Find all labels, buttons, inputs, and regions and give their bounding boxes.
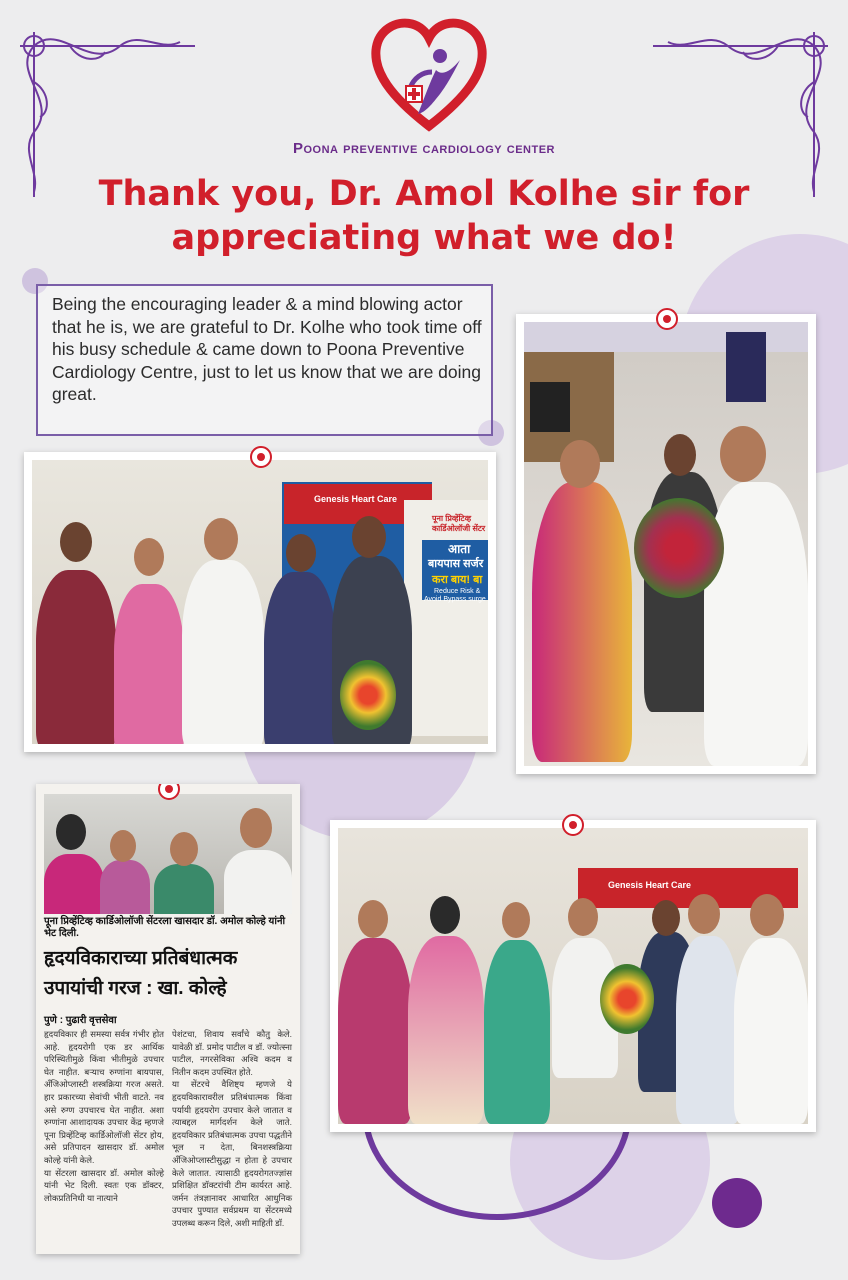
- heart-logo-icon: [370, 16, 488, 132]
- g2-person-1-head: [358, 900, 388, 938]
- banner-aata: आता: [448, 542, 471, 556]
- g2-person-7-head: [750, 894, 784, 936]
- g2-person-3: [484, 940, 550, 1124]
- photo-group-2: [330, 820, 816, 1132]
- photo-group: [24, 452, 496, 752]
- banner-reduce: Reduce Risk &: [434, 588, 481, 595]
- banner-bypass: बायपास सर्जर: [428, 558, 484, 570]
- news-title-line1: हृदयविकाराच्या प्रतिबंधात्मक: [44, 948, 238, 969]
- g2-person-3-head: [502, 902, 530, 938]
- bg-dot-bottom: [712, 1178, 762, 1228]
- person-5-head: [352, 516, 386, 558]
- banner2-genesis-text: Genesis Heart Care: [608, 880, 692, 890]
- newspaper-clipping: [36, 784, 300, 1254]
- banner-genesis-text: Genesis Heart Care: [314, 494, 398, 504]
- poster: [726, 332, 766, 402]
- person-3: [182, 560, 264, 744]
- news-person-2: [100, 860, 150, 914]
- flower-bouquet-3: [600, 964, 654, 1034]
- news-person-4-head: [240, 808, 272, 848]
- person-woman-head: [560, 440, 600, 488]
- news-dateline: पुणे : पुढारी वृत्तसेवा: [44, 1015, 117, 1026]
- person-2-head: [134, 538, 164, 576]
- news-person-1-head: [56, 814, 86, 850]
- person-man: [704, 482, 808, 766]
- quote-text: Being the encouraging leader & a mind blowing actor that he is, we are grateful to Dr. Kolhe who took time off his busy schedule & came down to Poona Preventive Cardiology Centre, just to let us know that we are doing great.: [52, 294, 482, 404]
- person-woman: [532, 482, 632, 762]
- person-man-head: [720, 426, 766, 482]
- g2-person-4-head: [568, 898, 598, 936]
- person-1-head: [60, 522, 92, 562]
- news-column-1: हृदयविकार ही समस्या सर्वत्र गंभीर होत आहे. हृदयरोगी एक डर आर्थिक परिस्थितीमुळे किंवा भीतीमुळे उपचार घेत नाहीत. बऱ्याच रुग्णांना बायपास, अँजिओप्लास्टी शस्त्रक्रिया गरज असते. हार प्रकारच्या सेवांची भीती वाटते. नव असे रुग्ण उपचारच घेत नाहीत. अशा रुग्णांना आशादायक उपचार केंद्र म्हणजे पूना प्रिव्हेंटिव्ह कार्डिओलॉजी सेंटर होय, असे प्रतिपादन खासदार डॉ. अमोल कोल्हे यांनी केले. या सेंटरला खासदार डॉ. अमोल कोल्हे यांनी भेट दिली. स्वतः एक डॉक्टर, लोकप्रतिनिधी या नात्याने: [44, 1029, 164, 1203]
- person-4-head: [286, 534, 316, 572]
- pin-icon: [250, 446, 272, 468]
- g2-person-6-head: [688, 894, 720, 934]
- news-title-line2: उपायांची गरज : खा. कोल्हे: [44, 978, 227, 999]
- banner-right: [404, 500, 488, 736]
- news-person-4: [224, 850, 292, 914]
- flower-bouquet: [340, 660, 396, 730]
- news-photo: [44, 794, 292, 914]
- person-back-head: [664, 434, 696, 476]
- news-caption: पूना प्रिव्हेंटिव्ह कार्डिओलॉजी सेंटरला खासदार डॉ. अमोल कोल्हे यांनी भेट दिली.: [44, 916, 286, 939]
- quote-box: [36, 284, 493, 436]
- photo-bouquet: [516, 314, 816, 774]
- banner-kara: करा बाय! बा: [432, 574, 483, 586]
- news-person-3: [154, 864, 214, 914]
- g2-person-7: [734, 938, 808, 1124]
- g2-person-2-head: [430, 896, 460, 934]
- headline: Thank you, Dr. Amol Kolhe sir for appreciating what we do!: [98, 174, 750, 258]
- news-person-1: [44, 854, 104, 914]
- person-3-head: [204, 518, 238, 560]
- banner-avoid: Avoid Bypass surge: [424, 596, 486, 603]
- news-person-3-head: [170, 832, 198, 866]
- tv-screen: [530, 382, 570, 432]
- g2-person-5-head: [652, 900, 680, 936]
- pin-icon: [562, 814, 584, 836]
- news-person-2-head: [110, 830, 136, 862]
- person-4: [264, 572, 336, 744]
- g2-person-1: [338, 938, 412, 1124]
- g2-person-6: [676, 936, 740, 1124]
- person-2: [114, 584, 184, 744]
- pin-icon: [656, 308, 678, 330]
- news-title: [44, 944, 294, 1004]
- news-column-2: पेशंटचा, शिवाय सर्वांचे कौतु केले. यावेळी डॉ. प्रमोद पाटील व डॉ. ज्योत्स्ना पाटील, नगरसेविका अश्वि कदम व नितीन कदम उपस्थित होते. या सेंटरचे वैशिष्ट्य म्हणजे ये हृदयविकारावरील प्रतिबंधात्मक किंवा पर्यायी हृदयरोग उपचार केले जातात व त्याबद्दल मार्गदर्शन केले जाते. हृदयविकार प्रतिबंधात्मक उपचा पद्धतीने भूल न देता, बिनशस्त्रक्रिया अँजिओप्लास्टीसुद्धा न होता हे उपचार केले जातात. त्यासाठी हृदयरोगतज्ज्ञांस प्रशिक्षित डॉक्टरांची टीम कार्यरत आहे. जर्मन तंत्रज्ञानावर आधारित आधुनिक उपचार पुण्यात सर्वप्रथम या सेंटरमध्ये उपलब्ध करून दिले, अशी माहिती डॉ.: [172, 1029, 292, 1228]
- person-1: [36, 570, 116, 744]
- flower-bouquet-2: [634, 498, 724, 598]
- banner-marathi-text: पूना प्रिव्हेंटिव्ह कार्डिओलॉजी सेंटर: [432, 514, 486, 533]
- g2-person-2: [408, 936, 484, 1124]
- brand-name: Poona preventive cardiology center: [293, 140, 555, 157]
